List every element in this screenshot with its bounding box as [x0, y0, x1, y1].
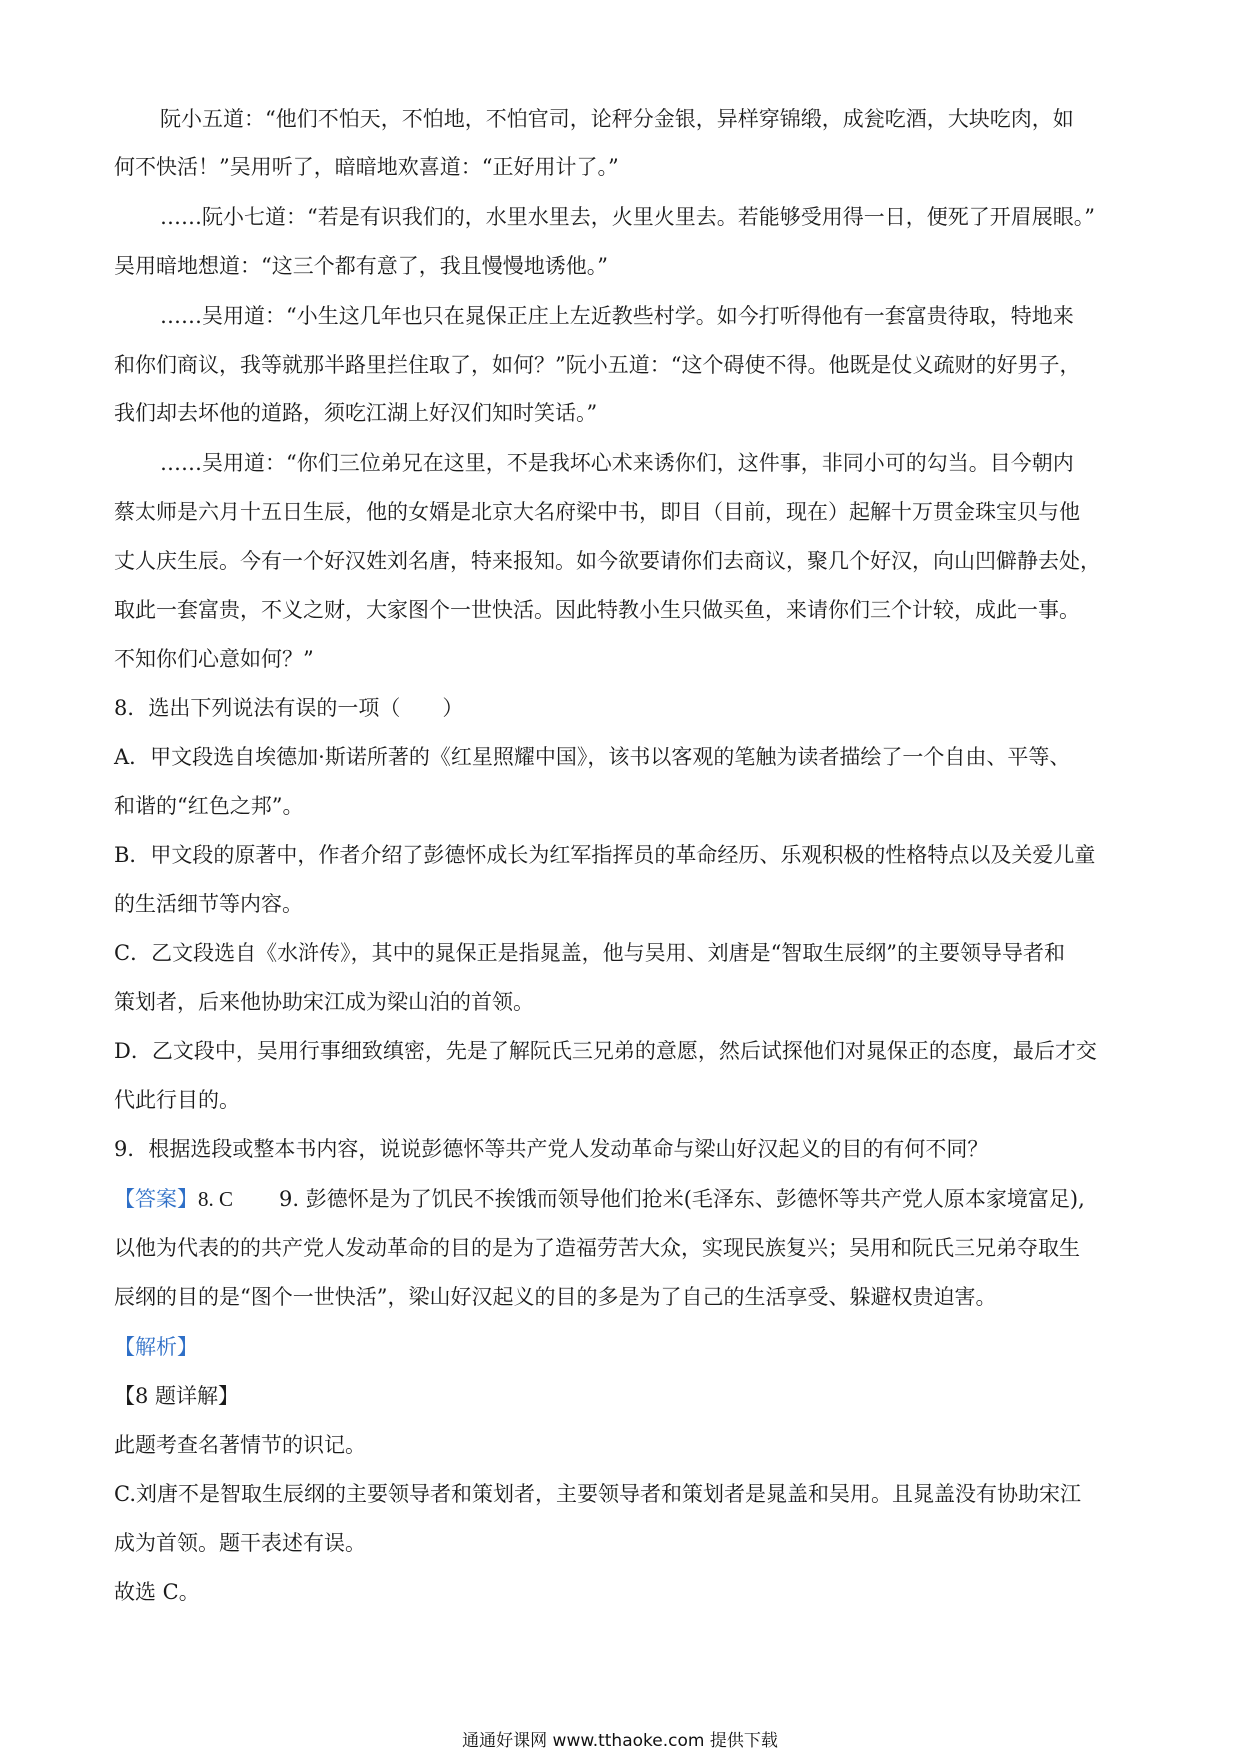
option-b: B．甲文段的原著中，作者介绍了彭德怀成长为红军指挥员的革命经历、乐观积极的性格特点以及关爱儿童	[114, 843, 1096, 867]
passage-line: 阮小五道：“他们不怕天，不怕地，不怕官司，论秤分金银，异样穿锦缎，成瓮吃酒，大块吃肉，如	[160, 107, 1074, 131]
option-d-cont: 代此行目的。	[114, 1088, 240, 1112]
answer-line	[114, 1184, 1085, 1214]
answer-tag: 【答案】	[114, 1187, 198, 1211]
footer-credit: 通通好课网 www.tthaoke.com 提供下载	[462, 1731, 778, 1751]
answer-9: 9. 彭德怀是为了饥民不挨饿而领导他们抢米(毛泽东、彭德怀等共产党人原本家境富足),	[279, 1187, 1085, 1211]
question-9-stem: 9．根据选段或整本书内容，说说彭德怀等共产党人发动革命与梁山好汉起义的目的有何不同？	[114, 1137, 989, 1161]
passage-line: 吴用暗地想道：“这三个都有意了，我且慢慢地诱他。”	[114, 254, 608, 278]
passage-line: 和你们商议，我等就那半路里拦住取了，如何？”阮小五道：“这个碍使不得。他既是仗义疏财的好男子，	[114, 353, 1081, 377]
question-8-stem: 8．选出下列说法有误的一项（ ）	[114, 696, 464, 720]
passage-line: 蔡太师是六月十五日生辰，他的女婿是北京大名府梁中书，即目（目前，现在）起解十万贯金珠宝贝与他	[114, 500, 1080, 524]
option-a: A．甲文段选自埃德加·斯诺所著的《红星照耀中国》，该书以客观的笔触为读者描绘了一个自由、平等、	[114, 745, 1071, 769]
passage-line: ……吴用道：“小生这几年也只在晁保正庄上左近教些村学。如今打听得他有一套富贵待取，特地来	[160, 304, 1074, 328]
option-d: D．乙文段中，吴用行事细致缜密，先是了解阮氏三兄弟的意愿，然后试探他们对晁保正的态度，最后才交	[114, 1039, 1097, 1063]
passage-line: 不知你们心意如何？”	[114, 647, 314, 671]
analysis-tag: 【解析】	[114, 1335, 198, 1359]
analysis-line: 故选 C。	[114, 1580, 200, 1604]
passage-line: 我们却去坏他的道路，须吃江湖上好汉们知时笑话。”	[114, 401, 598, 425]
option-b-cont: 的生活细节等内容。	[114, 892, 303, 916]
analysis-line: 此题考查名著情节的识记。	[114, 1433, 366, 1457]
passage-line: 丈人庆生辰。今有一个好汉姓刘名唐，特来报知。如今欲要请你们去商议，聚几个好汉，向山凹僻静去处，	[114, 549, 1101, 573]
option-a-cont: 和谐的“红色之邦”。	[114, 794, 304, 818]
passage-line: 何不快活！”吴用听了，暗暗地欢喜道：“正好用计了。”	[114, 155, 619, 179]
answer-8: 8. C	[198, 1187, 234, 1211]
option-c: C．乙文段选自《水浒传》，其中的晁保正是指晁盖，他与吴用、刘唐是“智取生辰纲”的主要领导导者和	[114, 941, 1066, 965]
answer-line: 辰纲的目的是“图个一世快活”，梁山好汉起义的目的多是为了自己的生活享受、躲避权贵迫害。	[114, 1285, 997, 1309]
analysis-line: 成为首领。题干表述有误。	[114, 1531, 366, 1555]
passage-line: ……阮小七道：“若是有识我们的，水里水里去，火里火里去。若能够受用得一日，便死了开眉展眼。”	[160, 205, 1095, 229]
option-c-cont: 策划者，后来他协助宋江成为梁山泊的首领。	[114, 990, 534, 1014]
analysis-subheading: 【8 题详解】	[114, 1384, 240, 1408]
passage-line: 取此一套富贵，不义之财，大家图个一世快活。因此特教小生只做买鱼，来请你们三个计较，成此一事。	[114, 598, 1080, 622]
answer-line: 以他为代表的的共产党人发动革命的目的是为了造福劳苦大众，实现民族复兴；吴用和阮氏三兄弟夺取生	[114, 1236, 1080, 1260]
passage-line: ……吴用道：“你们三位弟兄在这里，不是我坏心术来诱你们，这件事，非同小可的勾当。目今朝内	[160, 451, 1074, 475]
analysis-line: C.刘唐不是智取生辰纲的主要领导者和策划者，主要领导者和策划者是晁盖和吴用。且晁盖没有协助宋江	[114, 1482, 1081, 1506]
